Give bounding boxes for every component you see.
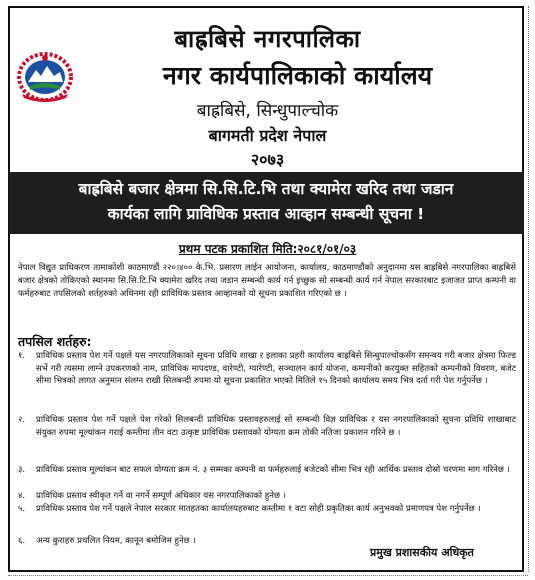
year-line: २०७३ bbox=[250, 150, 285, 169]
condition-item bbox=[18, 350, 516, 388]
published-date-text: प्रथम पटक प्रकाशित मिति:२०८१/०१/०३ bbox=[178, 242, 357, 256]
condition-text: प्राविधिक प्रस्ताव पेश गर्ने पक्षले पेश गरेको सिलबन्दी प्राविधिक प्रस्तावहरुलाई सो सम्बन्धी विज्ञ प्राविधिक र यस नगरपालिकाको सूचना प्रविधि शाखाबाट संयुक्त रुपमा मूल्यांकन गराई कम्तीमा तीन वटा उत्कृष्ट प्राविधिक प्रस्तावको योग्यता क्रम तोकी नतिजा प्रकाशन गरिने छ । bbox=[36, 415, 516, 438]
banner-line-2: कार्यका लागि प्राविधिक प्रस्ताव आव्हान सम्बन्धी सूचना ! bbox=[107, 205, 425, 223]
condition-number: १. bbox=[18, 351, 26, 361]
intro-paragraph: नेपाल विद्युत प्राधिकरण तामाकोशी काठमाण्डौं २२०।४०० के.भि. प्रसारण लाईन आयोजना, कार्यालय, काठमाण्डौंको अनुदानमा यस बाह्रबिसे नगरपालिका बाह्रबिसे बजार क्षेत्रको तोकिएको स्थानमा सि.सि.टि.भि क्यामेरा खरिद तथा जडान सम्बन्धी कार्य गर्न इच्छुक सो सम्बन्धी कार्य गर्न नेपाल सरकारबाट इजाजत प्राप्त कम्पनी वा फर्महरुबाट तपसिलको शर्तहरुको अधिनमा रही प्राविधिक प्रस्ताव आव्हानको यो सूचना प्रकाशित गरिएको छ । bbox=[18, 263, 516, 299]
condition-number: ३. bbox=[18, 465, 26, 475]
condition-number: ६. bbox=[18, 536, 26, 546]
signature-title: प्रमुख प्रशासकीय अधिकृत bbox=[370, 546, 474, 559]
condition-text: प्राविधिक प्रस्ताव मूल्यांकन बाट सफल योग्यता क्रम नं. ३ सम्मका कम्पनी वा फर्महरुलाई बजेटको सीमा भित्र रही आर्थिक प्रस्ताव दोस्रो चरणमा माग गरिनेछ । bbox=[36, 465, 510, 475]
banner-line-1: बाह्रबिसे बजार क्षेत्रमा सि.सि.टि.भि तथा क्यामेरा खरिद तथा जडान bbox=[78, 180, 454, 198]
province-line: बागमती प्रदेश नेपाल bbox=[208, 126, 327, 145]
condition-item bbox=[18, 490, 516, 503]
location-line: बाह्रबिसे, सिन्धुपाल्चोक bbox=[196, 101, 339, 121]
condition-item bbox=[18, 464, 516, 477]
conditions-title: तपसिल शर्तहरु: bbox=[18, 334, 92, 349]
published-date bbox=[0, 240, 535, 257]
condition-item bbox=[18, 503, 516, 516]
condition-text: अन्य कुराहरु प्रचलित नियम, कानून बमोजिम हुनेछ । bbox=[36, 536, 196, 546]
office-title: नगर कार्यपालिकाको कार्यालय bbox=[162, 61, 433, 90]
municipality-title: बाह्रबिसे नगरपालिका bbox=[174, 25, 361, 53]
notice-banner bbox=[9, 172, 523, 234]
condition-number: २. bbox=[18, 415, 26, 425]
condition-text: प्राविधिक प्रस्ताव पेश गर्ने पक्षले यस नगरपालिकाको सूचना प्रविधि शाखा र इलाका प्रहरी कार्यालय बाह्रबिसे सिन्धुपाल्चोकसँग समन्वय गरी बजार क्षेत्रमा फिल्ड सर्भे गरी त्यसमा लाग्ने उपकरणको नाम, प्राविधिक मापदण्ड, वारेण्टी, ग्यारेण्टी, सञ्चालन कार्य योजना, कम्पनीको करयुक्त सहितको कम्पनीको विवरण, बजेट सीमा भित्रको लागत अनुमान संलग्न राखी सिलबन्दी रुपमा यो सूचना प्रकाशित भएको मितिले १५ दिनको कार्यालय समय भित्र दर्ता गरी पेश गर्नुपर्नेछ । bbox=[36, 351, 516, 386]
condition-item bbox=[18, 414, 516, 439]
page-bottom-divider bbox=[8, 575, 528, 577]
condition-number: ५. bbox=[18, 504, 26, 514]
condition-text: प्राविधिक प्रस्ताव पेश गर्ने पक्षले नेपाल सरकार मातहतका कार्यालयहरुबाट कम्तीमा १ वटा सोही प्रकृतिका कार्य अनुभवको प्रमाणपत्र पेश गर्नुपर्नेछ । bbox=[36, 504, 481, 514]
condition-number: ४. bbox=[18, 491, 26, 501]
condition-text: प्राविधिक प्रस्ताव स्वीकृत गर्ने वा नगर्ने सम्पूर्ण अधिकार यस नगरपालिकाको हुनेछ । bbox=[36, 491, 286, 501]
